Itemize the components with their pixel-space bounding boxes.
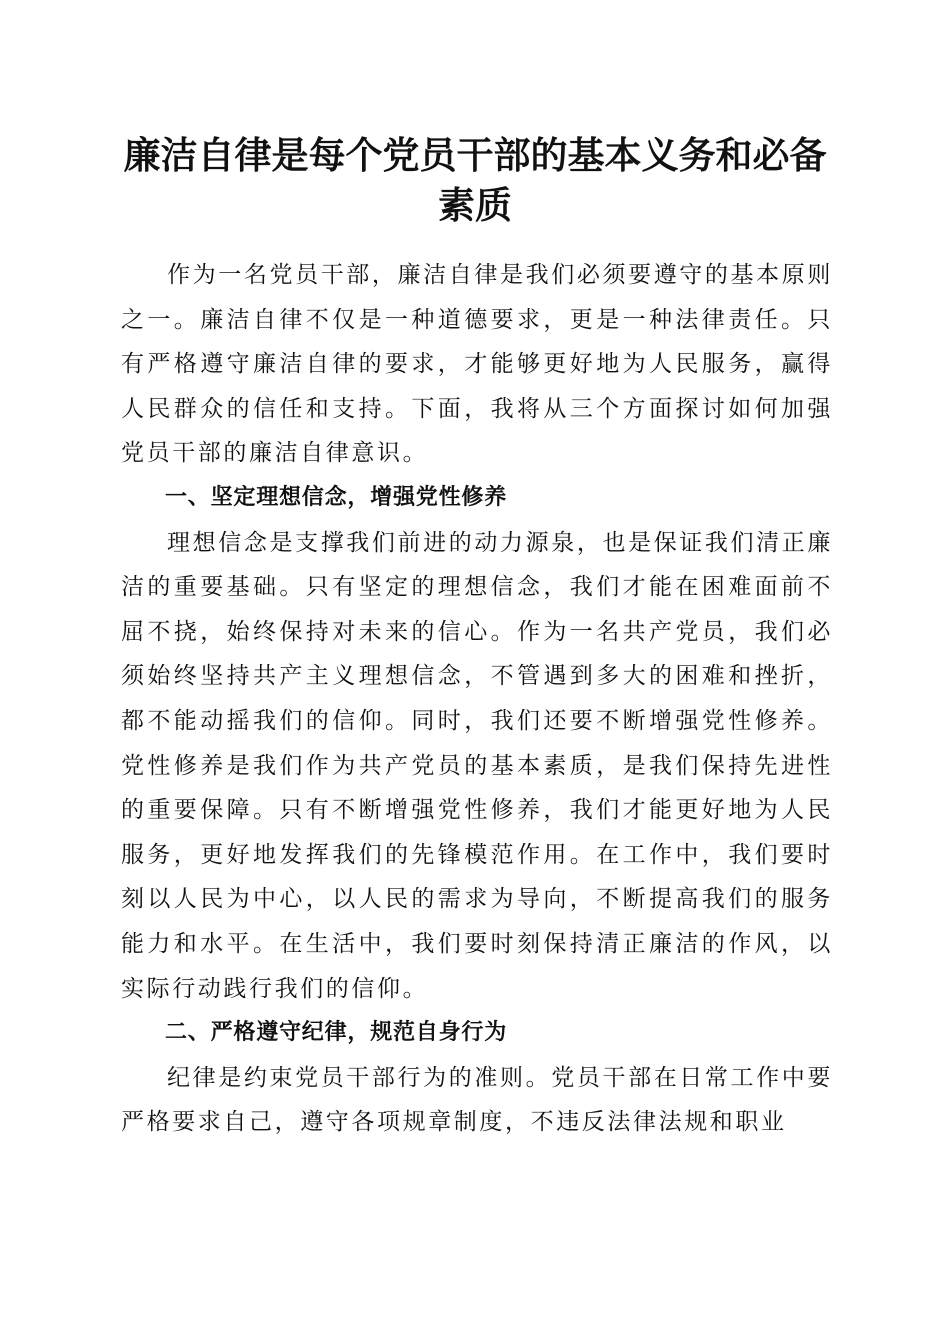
document-title: 廉洁自律是每个党员干部的基本义务和必备素质: [123, 133, 827, 227]
section-heading-1: 一、坚定理想信念，增强党性修养: [165, 484, 508, 510]
section-1-paragraph: 理想信念是支撑我们前进的动力源泉，也是保证我们清正廉洁的重要基础。只有坚定的理想信念，我们才能在困难面前不屈不挠，始终保持对未来的信心。作为一名共产党员，我们必须始终坚持共产主义理想信念，不管遇到多大的困难和挫折，都不能动摇我们的信仰。同时，我们还要不断增强党性修养。党性修养是我们作为共产党员的基本素质，是我们保持先进性的重要保障。只有不断增强党性修养，我们才能更好地为人民服务，更好地发挥我们的先锋模范作用。在工作中，我们要时刻以人民为中心，以人民的需求为导向，不断提高我们的服务能力和水平。在生活中，我们要时刻保持清正廉洁的作风，以实际行动践行我们的信仰。: [121, 529, 833, 1002]
section-heading-2: 二、严格遵守纪律，规范自身行为: [165, 1020, 508, 1046]
document-body: [121, 253, 833, 1145]
intro-paragraph: 作为一名党员干部，廉洁自律是我们必须要遵守的基本原则之一。廉洁自律不仅是一种道德要求，更是一种法律责任。只有严格遵守廉洁自律的要求，才能够更好地为人民服务，赢得人民群众的信任和支持。下面，我将从三个方面探讨如何加强党员干部的廉洁自律意识。: [121, 262, 833, 467]
section-2-paragraph: 纪律是约束党员干部行为的准则。党员干部在日常工作中要严格要求自己，遵守各项规章制度，不违反法律法规和职业: [121, 1064, 833, 1136]
